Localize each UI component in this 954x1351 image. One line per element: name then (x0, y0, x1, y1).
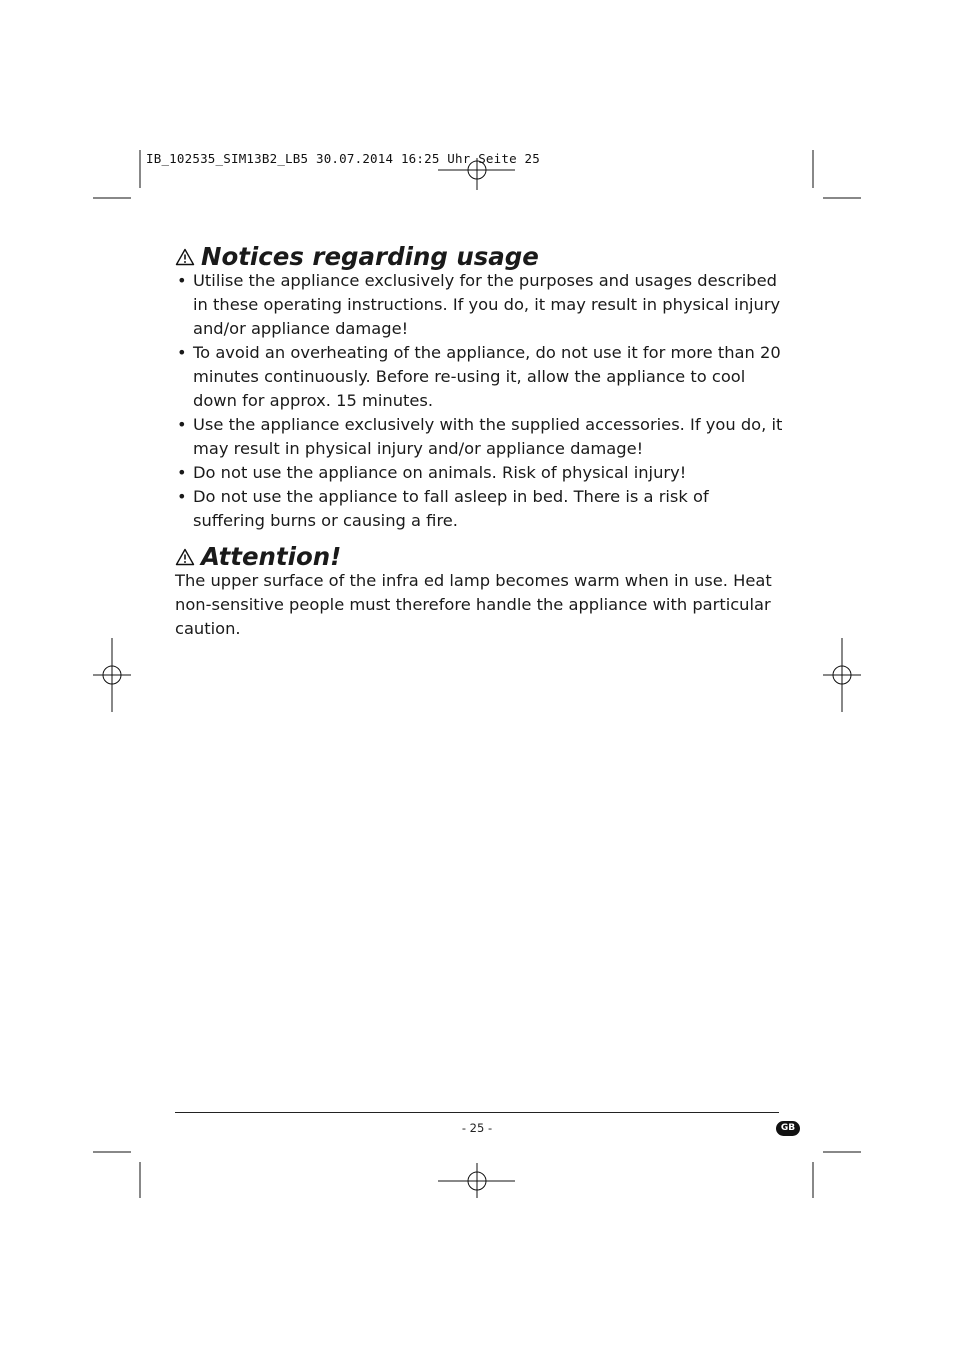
page-content (175, 242, 785, 641)
warning-triangle-icon (175, 548, 195, 566)
list-item: • Utilise the appliance exclusively for the purposes and usages described in these operating instructions. If you do, it may result in physical injury and/or appliance damage! (177, 271, 781, 338)
usage-list (175, 269, 785, 533)
warning-triangle-icon (175, 248, 195, 266)
list-item: • Do not use the appliance on animals. Risk of physical injury! (177, 463, 687, 482)
attention-heading (175, 542, 785, 571)
footer-rule (175, 1112, 779, 1113)
attention-heading-text: Attention! (201, 542, 342, 571)
language-badge: GB (776, 1121, 800, 1136)
list-item: • To avoid an overheating of the appliance, do not use it for more than 20 minutes continuously. Before re-using it, allow the appliance to cool down for approx. 15 minutes. (177, 343, 781, 410)
page-number: - 25 - (461, 1121, 493, 1135)
list-item: • Use the appliance exclusively with the supplied accessories. If you do, it may result in physical injury and/or appliance damage! (177, 415, 783, 458)
attention-section (175, 542, 785, 641)
list-item: • Do not use the appliance to fall asleep in bed. There is a risk of suffering burns or causing a fire. (177, 487, 709, 530)
attention-text: The upper surface of the infra ed lamp becomes warm when in use. Heat non-sensitive people must therefore handle the appliance with particular caution. (175, 571, 772, 638)
print-slug: IB_102535_SIM13B2_LB5 30.07.2014 16:25 Uhr Seite 25 (146, 151, 541, 166)
usage-heading-text: Notices regarding usage (201, 242, 539, 271)
usage-heading (175, 242, 785, 271)
